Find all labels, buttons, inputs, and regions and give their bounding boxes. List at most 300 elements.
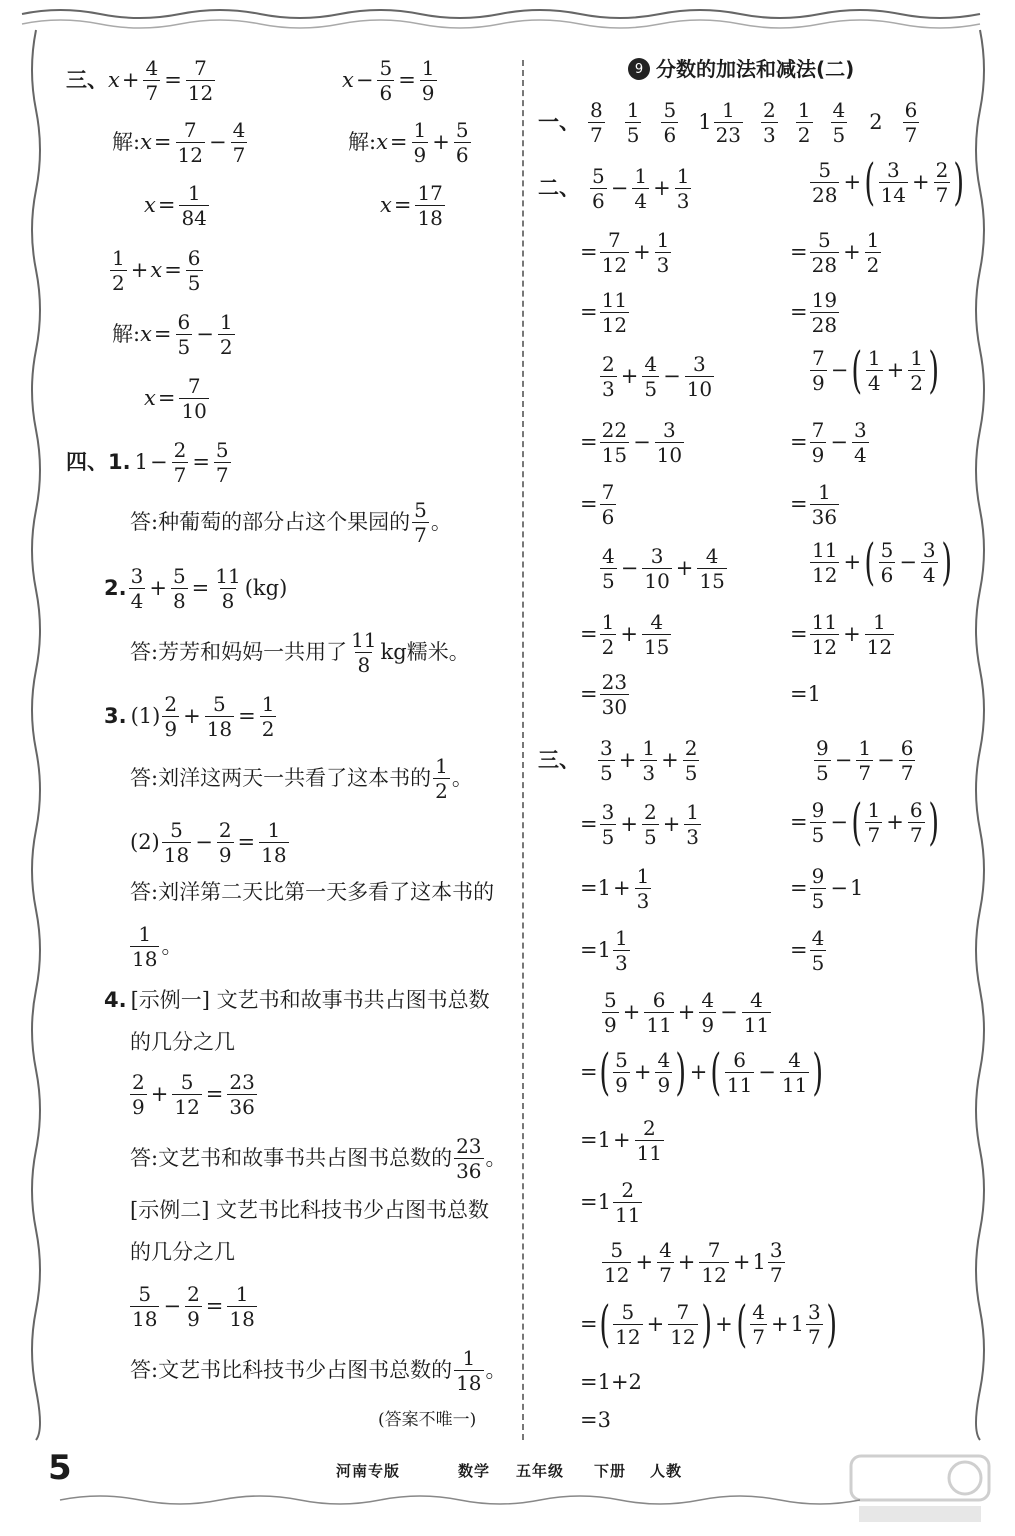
denominator: 9 [811, 443, 825, 467]
denominator: 36 [456, 1159, 482, 1183]
denominator: 7 [900, 761, 914, 785]
fraction [865, 800, 882, 845]
denominator: 5 [811, 951, 825, 975]
numerator: 1 [614, 926, 628, 950]
math-token: + [612, 1128, 631, 1152]
denominator: 4 [867, 371, 881, 395]
fraction [640, 738, 657, 783]
parenthesis: ( [851, 793, 863, 851]
math-token: + [149, 576, 167, 600]
fraction [412, 120, 429, 165]
math-token: 1 [790, 1312, 804, 1336]
math-token: = [191, 576, 210, 600]
math-token: = [580, 1312, 598, 1336]
denominator: 9 [421, 81, 435, 105]
math-token: =1 [580, 1128, 611, 1152]
denominator: 2 [435, 779, 448, 803]
fraction [768, 1240, 785, 1285]
numerator: 4 [788, 1048, 801, 1072]
denominator: 8 [221, 589, 235, 613]
numerator: 3 [853, 418, 867, 442]
fraction [879, 160, 908, 205]
numerator: 3 [650, 544, 664, 568]
numerator: 5 [817, 228, 831, 252]
denominator: 12 [177, 143, 203, 167]
denominator: 6 [592, 189, 605, 213]
fraction [921, 540, 938, 585]
math-token: 答:文艺书比科技书少占图书总数的 [130, 1358, 453, 1382]
result-2 [380, 183, 447, 228]
denominator: 18 [456, 1371, 482, 1395]
numerator: 6 [904, 98, 918, 122]
denominator: 18 [206, 717, 233, 741]
math-token: = [580, 1060, 598, 1084]
numerator: 2 [132, 1070, 145, 1094]
denominator: 5 [643, 825, 657, 849]
fraction [130, 1072, 147, 1117]
denominator: 12 [615, 1325, 641, 1349]
math-token: − [720, 1000, 738, 1024]
math-token: = [580, 622, 598, 646]
denominator: 3 [656, 253, 670, 277]
parenthesis: ) [675, 1043, 687, 1101]
p2f-step1 [790, 612, 896, 657]
numerator: 5 [621, 1300, 635, 1324]
fraction [810, 348, 827, 393]
p3d-step1 [580, 1295, 838, 1353]
math-token: 。 [451, 766, 473, 790]
math-token: 3. [104, 704, 127, 728]
fraction [714, 100, 743, 145]
numerator: 22 [601, 418, 628, 442]
math-token: + [183, 704, 201, 728]
parenthesis: ( [599, 1295, 610, 1353]
math-token: [示例一] 文艺书和故事书共占图书总数 [130, 988, 490, 1012]
q1-eq [66, 440, 233, 485]
numerator: 17 [417, 181, 443, 205]
math-token: x [144, 193, 156, 217]
numerator: 5 [180, 1070, 194, 1094]
fraction [810, 230, 839, 275]
numerator: 7 [811, 418, 825, 442]
numerator: 7 [812, 346, 825, 370]
math-token: 答:芳芳和妈妈一共用了 [130, 640, 348, 664]
denominator: 10 [181, 399, 207, 423]
denominator: 12 [601, 253, 628, 277]
numerator: 5 [818, 158, 832, 182]
q2-eq [104, 566, 287, 611]
fraction [810, 482, 839, 527]
denominator: 18 [132, 1307, 158, 1331]
math-token: = [157, 386, 176, 410]
p3b-step2 [790, 866, 863, 911]
numerator: 1 [867, 798, 881, 822]
numerator: 7 [601, 480, 615, 504]
numerator: 11 [351, 628, 377, 652]
numerator: 11 [812, 538, 838, 562]
math-token: x [108, 68, 120, 92]
math-token: =1 [580, 876, 611, 900]
fraction [742, 990, 771, 1035]
p2d-result [790, 482, 841, 527]
denominator: 4 [130, 589, 144, 613]
numerator: 2 [187, 1282, 200, 1306]
denominator: 3 [763, 123, 776, 147]
denominator: 9 [812, 371, 825, 395]
lesson-number-badge: 9 [628, 58, 650, 80]
math-token: 二、 [538, 176, 580, 200]
q4-example1 [104, 990, 490, 1011]
numerator: 4 [811, 926, 825, 950]
fraction [856, 738, 873, 783]
fraction [162, 694, 179, 739]
parenthesis: ) [953, 153, 965, 211]
fraction [699, 1240, 728, 1285]
fraction [176, 120, 205, 165]
math-token: + [620, 364, 639, 388]
math-token: = [205, 1082, 224, 1106]
numerator: 4 [832, 98, 846, 122]
denominator: 2 [112, 271, 125, 295]
fraction [908, 800, 925, 845]
numerator: 7 [676, 1300, 690, 1324]
denominator: 5 [832, 123, 846, 147]
fraction [172, 1072, 201, 1117]
numerator: 2 [935, 158, 949, 182]
numerator: 19 [811, 288, 838, 312]
math-token: x [140, 130, 152, 154]
numerator: 4 [650, 610, 664, 634]
math-token: 2. [104, 576, 127, 600]
denominator: 7 [215, 463, 229, 487]
fraction [214, 440, 231, 485]
denominator: 6 [601, 505, 615, 529]
numerator: 7 [607, 228, 621, 252]
numerator: 9 [816, 736, 829, 760]
parenthesis: ) [927, 793, 939, 851]
parenthesis: ( [864, 153, 876, 211]
denominator: 4 [634, 189, 648, 213]
fraction [865, 230, 882, 275]
numerator: 8 [590, 98, 603, 122]
numerator: 1 [642, 736, 656, 760]
fraction [657, 1240, 674, 1285]
denominator: 5 [811, 823, 825, 847]
eq-left-2 [342, 58, 439, 103]
fraction [412, 500, 429, 545]
fraction [217, 820, 234, 865]
math-token: 。 [161, 934, 183, 958]
p2f-expr [808, 533, 953, 591]
denominator: 6 [455, 143, 469, 167]
fraction [761, 100, 778, 145]
denominator: 7 [904, 123, 918, 147]
fraction [172, 440, 189, 485]
math-token: = [238, 704, 256, 728]
fraction [810, 160, 839, 205]
fraction [810, 420, 827, 465]
math-token: − [830, 876, 848, 900]
fraction [600, 672, 629, 717]
numerator: 1 [817, 480, 831, 504]
numerator: 1 [797, 98, 811, 122]
numerator: 3 [808, 1300, 821, 1324]
math-token: 三、 [538, 748, 580, 772]
numerator: 1 [219, 310, 233, 334]
denominator: 5 [601, 825, 615, 849]
p2d-step1 [790, 420, 871, 465]
numerator: 5 [663, 98, 677, 122]
parenthesis: ) [826, 1295, 837, 1353]
math-token: kg糯米。 [380, 640, 470, 664]
denominator: 9 [187, 1307, 200, 1331]
denominator: 28 [811, 313, 838, 337]
footer-publisher: 人教 [650, 1462, 683, 1480]
fraction [205, 694, 234, 739]
math-token: 解: [112, 130, 141, 154]
denominator: 28 [811, 253, 838, 277]
denominator: 9 [701, 1013, 715, 1037]
numerator: 4 [644, 352, 658, 376]
fraction [613, 1050, 630, 1095]
eq-left-1 [66, 58, 217, 103]
denominator: 7 [808, 1325, 821, 1349]
p2c-expr [598, 354, 716, 399]
math-token: + [662, 812, 681, 836]
fraction [598, 738, 615, 783]
numerator: 23 [601, 670, 628, 694]
denominator: 7 [659, 1263, 672, 1287]
numerator: 1 [858, 736, 872, 760]
math-token: − [196, 322, 214, 346]
numerator: 3 [693, 352, 706, 376]
q4-example2-b [130, 1242, 235, 1263]
denominator: 11 [614, 1203, 641, 1227]
denominator: 18 [132, 947, 158, 971]
denominator: 7 [935, 183, 949, 207]
numerator: 2 [763, 98, 776, 122]
denominator: 9 [218, 843, 232, 867]
math-token: = [398, 68, 416, 92]
math-token: = [790, 810, 808, 834]
denominator: 3 [642, 761, 656, 785]
numerator: 23 [456, 1134, 482, 1158]
denominator: 11 [743, 1013, 770, 1037]
math-token: + [886, 358, 905, 382]
numerator: 5 [592, 164, 605, 188]
math-token: − [758, 1060, 776, 1084]
numerator: 2 [602, 352, 615, 376]
fraction [377, 58, 394, 103]
fraction [814, 738, 831, 783]
fraction [903, 100, 920, 145]
denominator: 12 [812, 563, 838, 587]
fraction [231, 120, 248, 165]
fraction [644, 990, 673, 1035]
denominator: 5 [626, 123, 640, 147]
fraction [655, 420, 684, 465]
p3b-result [790, 928, 828, 973]
q3-2-eq [130, 820, 291, 865]
fraction [602, 990, 619, 1035]
numerator: 3 [130, 564, 144, 588]
denominator: 7 [752, 1325, 766, 1349]
math-token: = [389, 130, 408, 154]
numerator: 3 [886, 158, 900, 182]
fraction [697, 546, 726, 591]
p2e-step1 [580, 612, 673, 657]
denominator: 9 [132, 1095, 145, 1119]
numerator: 6 [652, 988, 666, 1012]
denominator: 14 [880, 183, 907, 207]
math-token: 的几分之几 [130, 1030, 235, 1054]
p2e-expr [598, 546, 729, 591]
denominator: 8 [357, 653, 371, 677]
numerator: 1 [413, 118, 427, 142]
numerator: 1 [261, 692, 275, 716]
numerator: 1 [676, 164, 690, 188]
fraction [613, 928, 630, 973]
numerator: 5 [880, 538, 894, 562]
denominator: 5 [600, 761, 613, 785]
math-token: 四、 [66, 450, 108, 474]
math-token: =1 [580, 1190, 611, 1214]
fraction [176, 312, 193, 357]
fraction [600, 230, 629, 275]
math-token: + [912, 170, 930, 194]
numerator: 5 [604, 988, 617, 1012]
fraction [899, 738, 916, 783]
math-token: + [886, 810, 904, 834]
fraction [171, 566, 188, 611]
p3b-expr [812, 738, 917, 783]
denominator: 7 [145, 81, 159, 105]
q2-answer [130, 630, 470, 675]
fraction [186, 58, 215, 103]
math-token: + [677, 1250, 696, 1274]
q4-eq-2 [128, 1284, 259, 1329]
math-token: = [237, 830, 256, 854]
p3a-step2 [580, 866, 653, 911]
fraction [810, 290, 839, 335]
denominator: 9 [604, 1013, 617, 1037]
denominator: 23 [715, 123, 742, 147]
q3-1-answer [130, 756, 473, 801]
fraction [600, 546, 617, 591]
p2d-expr [808, 341, 940, 399]
math-token: 答:种葡萄的部分占这个果园的 [130, 510, 411, 534]
fraction [908, 348, 925, 393]
p2b-result [790, 290, 841, 335]
denominator: 30 [601, 695, 628, 719]
numerator: 2 [173, 438, 187, 462]
math-token: x [140, 322, 152, 346]
math-token: + [622, 1000, 641, 1024]
denominator: 6 [663, 123, 677, 147]
numerator: 1 [910, 346, 923, 370]
numerator: 1 [138, 922, 152, 946]
denominator: 7 [858, 761, 872, 785]
math-token: 2 [869, 110, 883, 134]
fraction [642, 354, 659, 399]
p3c-result [580, 1180, 644, 1225]
denominator: 10 [686, 377, 713, 401]
solve-2 [348, 120, 473, 165]
numerator: 5 [138, 1282, 152, 1306]
denominator: 3 [676, 189, 690, 213]
math-token: − [355, 68, 374, 92]
fraction [642, 612, 671, 657]
parenthesis: ) [941, 533, 952, 591]
math-token: = [192, 450, 210, 474]
fraction [668, 1302, 697, 1347]
math-token: 1 [698, 110, 712, 134]
solve-1 [112, 120, 249, 165]
math-token: 1 [752, 1250, 766, 1274]
math-token: + [620, 622, 638, 646]
numerator: 4 [602, 544, 615, 568]
denominator: 18 [417, 206, 443, 230]
numerator: 6 [909, 798, 923, 822]
fraction [454, 120, 471, 165]
numerator: 1 [721, 98, 735, 122]
numerator: 23 [229, 1070, 255, 1094]
math-token: + [675, 556, 694, 580]
numerator: 7 [183, 118, 197, 142]
numerator: 1 [873, 610, 886, 634]
fraction [852, 420, 869, 465]
numerator: 5 [379, 56, 393, 80]
denominator: 18 [261, 843, 287, 867]
denominator: 84 [181, 206, 207, 230]
footer-subject: 数学 [458, 1462, 491, 1480]
fraction [685, 354, 714, 399]
fraction [349, 630, 378, 675]
numerator: 5 [414, 498, 427, 522]
p3a-step1 [580, 802, 703, 847]
denominator: 12 [174, 1095, 200, 1119]
parenthesis: ) [928, 341, 940, 399]
denominator: 3 [602, 377, 615, 401]
math-token: = [580, 240, 598, 264]
fraction [625, 100, 642, 145]
math-token: + [620, 812, 638, 836]
math-token: = [157, 193, 176, 217]
denominator: 5 [187, 271, 201, 295]
denominator: 36 [229, 1095, 255, 1119]
math-token: + [843, 550, 862, 574]
parenthesis: ( [710, 1043, 722, 1101]
denominator: 5 [644, 377, 658, 401]
numerator: 1 [656, 228, 670, 252]
parenthesis: ( [736, 1295, 747, 1353]
denominator: 7 [232, 143, 246, 167]
math-token: = [153, 322, 172, 346]
fraction [186, 248, 203, 293]
fraction [602, 1240, 631, 1285]
parenthesis: ( [851, 341, 863, 399]
math-token: 答:刘洋这两天一共看了这本书的 [130, 766, 432, 790]
numerator: 6 [187, 246, 201, 270]
math-token: 1 [849, 876, 864, 900]
math-token: = [580, 682, 598, 706]
p2a-expr [538, 166, 693, 211]
numerator: 7 [194, 56, 207, 80]
fraction [129, 566, 146, 611]
q4-answer-2 [130, 1348, 507, 1393]
math-token: = [790, 430, 808, 454]
p2a-result [580, 290, 631, 335]
